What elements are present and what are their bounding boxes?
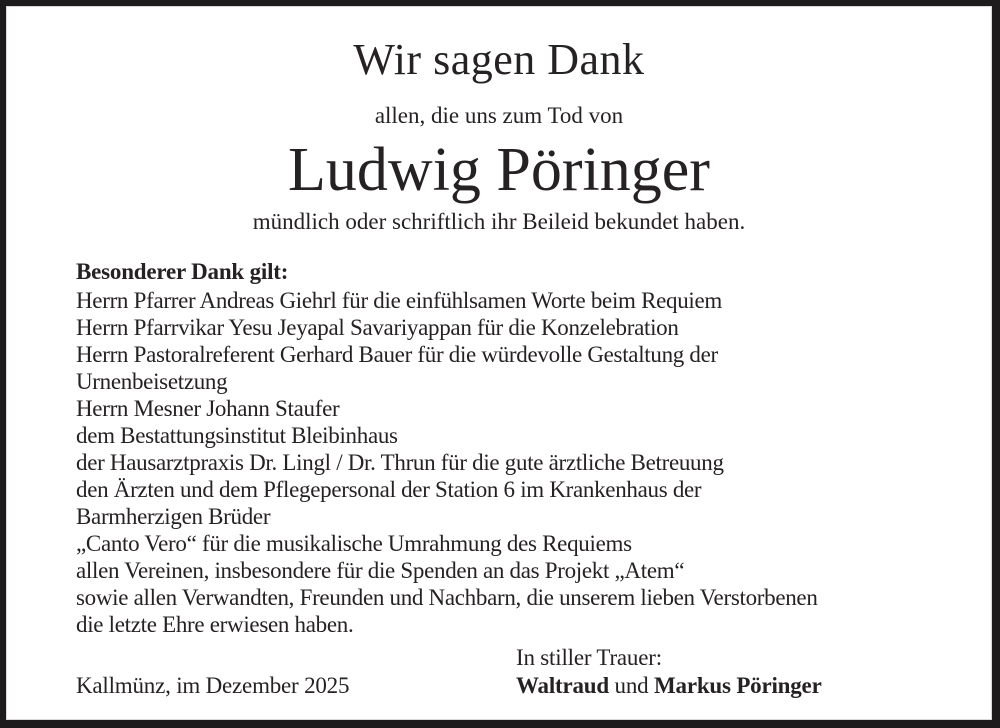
thanks-line: den Ärzten und dem Pflegepersonal der Station 6 im Krankenhaus der [76,477,702,503]
mourners-line [516,672,822,700]
condolence-line: mündlich oder schriftlich ihr Beileid bekundet haben. [252,209,746,235]
thanks-line: sowie allen Verwandten, Freunden und Nachbarn, die unserem lieben Verstorbenen [76,585,818,611]
thanks-line: Herrn Pfarrer Andreas Giehrl für die einfühlsamen Worte beim Requiem [76,288,723,314]
thanks-line: Urnenbeisetzung [76,369,228,395]
notice-title: Wir sagen Dank [353,35,645,84]
deceased-name: Ludwig Pöringer [288,136,710,205]
thanks-line: der Hausarztpraxis Dr. Lingl / Dr. Thrun für die gute ärztliche Betreuung [76,450,724,476]
mourner-name-1: Waltraud [516,673,609,699]
thanks-line: allen Vereinen, insbesondere für die Spenden an das Projekt „Atem“ [76,558,685,584]
thanks-line: die letzte Ehre erwiesen haben. [76,612,354,638]
special-thanks-heading: Besonderer Dank gilt: [76,259,289,285]
thanks-line: Barmherzigen Brüder [76,504,271,530]
mourners-block [516,644,822,700]
thanks-line: Herrn Mesner Johann Staufer [76,396,340,422]
thanks-line: Herrn Pfarrvikar Yesu Jeyapal Savariyappan für die Konzelebration [76,315,679,341]
thanks-line: dem Bestattungsinstitut Bleibinhaus [76,423,398,449]
mourning-label: In stiller Trauer: [516,645,662,671]
thanks-line: Herrn Pastoralreferent Gerhard Bauer für die würdevolle Gestaltung der [76,342,718,368]
mourners-connector: und [614,673,649,699]
intro-line: allen, die uns zum Tod von [374,103,624,129]
closing-section [76,644,922,700]
place-date: Kallmünz, im Dezember 2025 [76,673,350,699]
thanks-list [76,287,922,638]
thanks-line: „Canto Vero“ für die musikalische Umrahmung des Requiems [76,531,632,557]
mourner-name-2: Markus Pöringer [654,673,822,699]
